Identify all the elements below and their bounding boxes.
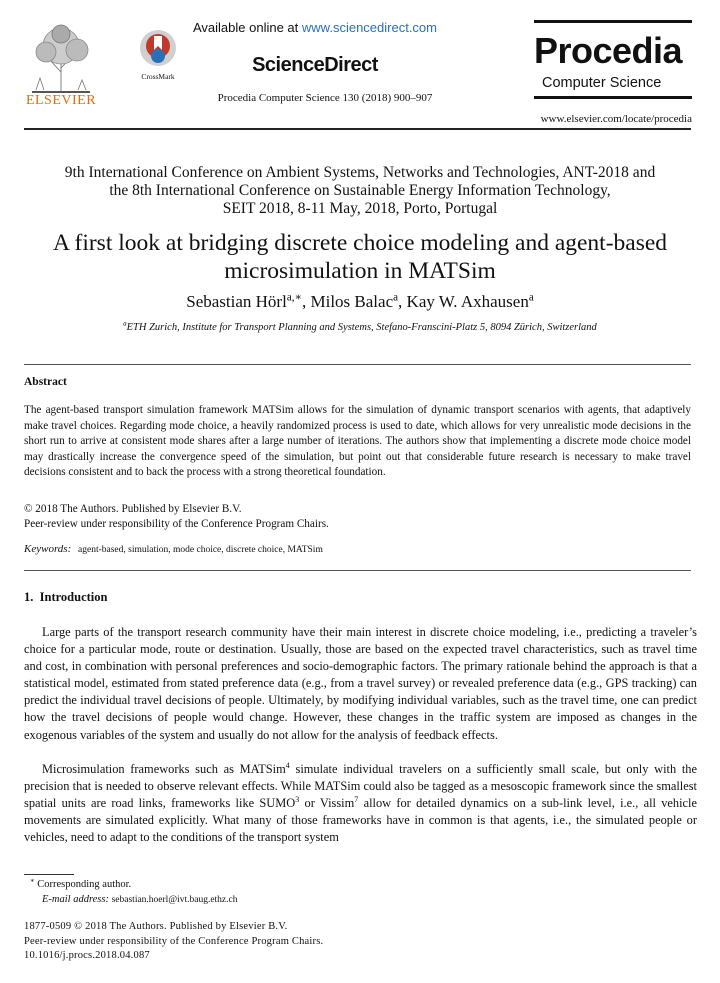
citation-ref[interactable]: 7 — [354, 795, 359, 805]
author-separator: , — [398, 292, 407, 311]
abstract-copyright: © 2018 The Authors. Published by Elsevier B.V. — [24, 503, 242, 515]
conference-line-3: SEIT 2018, 8-11 May, 2018, Porto, Portugal — [222, 200, 498, 217]
footnote-email — [42, 894, 237, 905]
abstract-top-divider — [24, 364, 691, 365]
conference-line-2: the 8th International Conference on Sustainable Energy Information Technology, — [109, 182, 611, 199]
citation-ref[interactable]: 4 — [285, 760, 290, 770]
intro-paragraph-2 — [24, 761, 697, 846]
author-name: Sebastian Hörl — [186, 292, 287, 311]
abstract-text: The agent-based transport simulation framework MATSim allows for the simulation of dynamic transport scenarios with agents, that adaptively make travel choices. Regarding mode choice, a heavily randomized process is used to date, which allows for very unrealistic mode decisions in the short run to arrive at consistent mode shares after a large number of iterations. The authors show that implementing a discrete mode choice model may drastically increase the convergence speed of the simulation, but point out that considerable future research is necessary to make travel decisions consistent and to back the process with a strong theoretical foundation. — [24, 404, 691, 479]
author-marks: a — [528, 291, 534, 304]
procedia-title: Procedia — [534, 30, 683, 71]
p2-text: simulate individual travelers on a sufficiently small scale, but only with the precision that is needed to observe relevant effects. While MATSim could also be tagged as a mesoscopic framework since the smallest spatial units are road links, frameworks like SUMO — [24, 762, 697, 811]
p2-text: allow for detailed dynamics on a sub-link level, i.e., all vehicle movements are simulated explicitly. What many of those frameworks have in common is that agents, i.e., the simulated people or vehicles, need to adapt to the conditions of the transport system — [24, 796, 697, 845]
keywords-label: Keywords: — [24, 543, 72, 555]
journal-url[interactable]: www.elsevier.com/locate/procedia — [540, 113, 692, 125]
keywords-list: agent-based, simulation, mode choice, discrete choice, MATSim — [78, 545, 323, 555]
footer-doi[interactable]: 10.1016/j.procs.2018.04.087 — [24, 950, 150, 961]
paper-title — [14, 229, 706, 285]
affiliation — [14, 322, 706, 333]
footnote-mark: ∗ — [30, 877, 35, 885]
elsevier-tree-icon — [22, 20, 100, 96]
author-name: Milos Balac — [310, 292, 394, 311]
crossmark-badge[interactable] — [134, 28, 182, 80]
affiliation-mark: a — [123, 320, 127, 328]
abstract-peer-review: Peer-review under responsibility of the Conference Program Chairs. — [24, 518, 329, 530]
footnote-divider — [24, 874, 74, 875]
paper-title-line-2: microsimulation in MATSim — [224, 258, 496, 284]
available-prefix: Available online at — [192, 20, 302, 35]
sciencedirect-wordmark: ScienceDirect — [252, 54, 378, 76]
p2-text: Microsimulation frameworks such as MATSim — [42, 762, 286, 776]
journal-citation: Procedia Computer Science 130 (2018) 900–907 — [217, 92, 433, 104]
intro-paragraph-1: Large parts of the transport research community have their main interest in discrete choice modeling, i.e., predicting a traveler’s choice for a particular mode, route or destination. Usually, those are based on the expected travel characteristics, such as travel time and cost, in combination with personal preferences and socio-demographic factors. The primary rationale behind the approach is that a statistical model, estimated from stated preference data (e.g., from a travel survey) or revealed preference data (e.g., GPS tracking) can predict the individual travel decisions of people. Ultimately, by modifying individual variables, such as the travel time, one can predict how the travel decisions of people would change. However, these changes in the traffic system are imposed as changes in the exogenous variables of the system and usually do not allow for the analysis of feedback effects. — [24, 625, 697, 742]
footer-issn: 1877-0509 © 2018 The Authors. Published by Elsevier B.V. — [24, 921, 288, 932]
author-marks: a,∗ — [286, 291, 302, 304]
author-marks: a — [393, 291, 399, 304]
elsevier-wordmark: ELSEVIER — [25, 93, 97, 108]
abstract-heading: Abstract — [24, 376, 67, 388]
elsevier-logo — [22, 20, 100, 110]
footer-peer-review: Peer-review under responsibility of the Conference Program Chairs. — [24, 935, 324, 947]
crossmark-label: CrossMark — [141, 72, 175, 81]
author-separator: , — [302, 292, 311, 311]
available-online — [180, 20, 450, 35]
abstract-bottom-divider — [24, 570, 691, 571]
procedia-subtitle: Computer Science — [542, 75, 662, 91]
section-heading: 1. Introduction — [24, 590, 108, 604]
crossmark-icon — [134, 28, 182, 68]
keywords — [24, 543, 323, 555]
affiliation-text: ETH Zurich, Institute for Transport Planning and Systems, Stefano-Franscini-Platz 5, 8094 Zürich, Switzerland — [126, 322, 597, 333]
procedia-logo — [534, 20, 692, 99]
conference-info — [14, 164, 706, 218]
p2-text: or Vissim — [299, 796, 355, 811]
conference-line-1: 9th International Conference on Ambient Systems, Networks and Technologies, ANT-2018 and — [64, 164, 656, 181]
citation-ref[interactable]: 3 — [295, 795, 300, 805]
footnote-corresponding-text: Corresponding author. — [37, 879, 132, 890]
email-address[interactable]: sebastian.hoerl@ivt.baug.ethz.ch — [111, 895, 238, 905]
paper-title-line-1: A first look at bridging discrete choice modeling and agent-based — [52, 230, 668, 256]
author-list — [14, 292, 706, 312]
author-name: Kay W. Axhausen — [406, 292, 529, 311]
header-divider — [24, 128, 691, 130]
footer — [24, 920, 323, 964]
footnote-corresponding — [30, 879, 131, 890]
email-label: E-mail address: — [42, 894, 109, 905]
sciencedirect-link[interactable]: www.sciencedirect.com — [301, 20, 437, 35]
